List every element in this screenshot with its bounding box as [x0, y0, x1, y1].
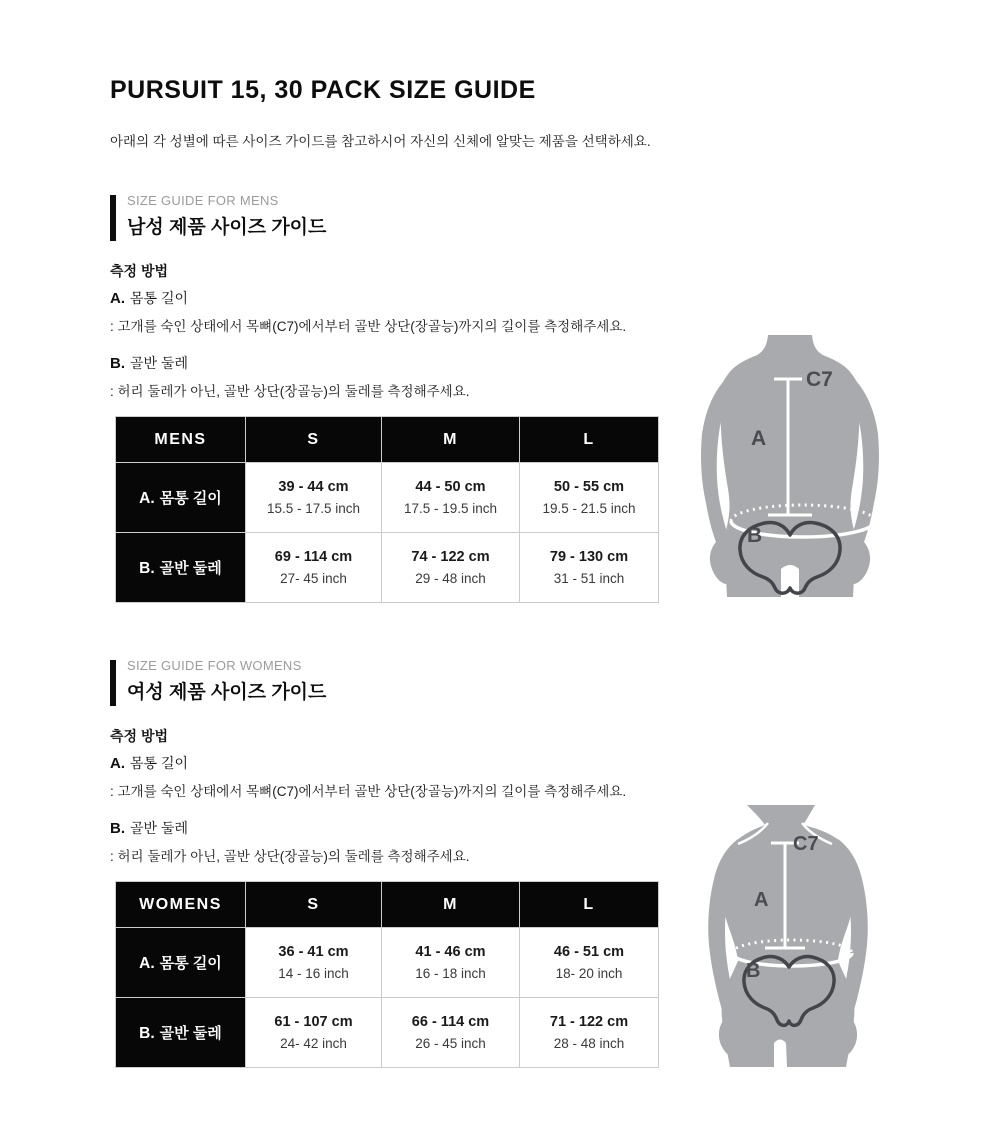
womens-method-item-b	[110, 818, 188, 838]
row-prefix: A.	[139, 490, 155, 507]
mens-body-diagram	[685, 335, 960, 615]
value-cm: 41 - 46 cm	[415, 943, 486, 960]
value-inch: 28 - 48 inch	[553, 1035, 625, 1051]
table-row-torso-length	[116, 928, 659, 998]
label-b: B	[747, 524, 763, 547]
item-b-prefix: B.	[110, 355, 125, 372]
row-label	[116, 533, 246, 603]
womens-section-eyebrow: SIZE GUIDE FOR WOMENS	[127, 658, 302, 673]
value-inch: 16 - 18 inch	[415, 965, 486, 981]
section-accent-bar	[110, 660, 116, 706]
page-title: PURSUIT 15, 30 PACK SIZE GUIDE	[110, 76, 536, 104]
item-b-prefix: B.	[110, 820, 125, 837]
mens-method-desc-b: : 허리 둘레가 아닌, 골반 상단(장골능)의 둘레를 측정해주세요.	[110, 384, 470, 399]
womens-section-header	[110, 658, 530, 704]
womens-body-diagram	[690, 805, 960, 1067]
row-label	[116, 998, 246, 1068]
row-label-text: 골반 둘레	[159, 560, 222, 577]
row-label-text: 골반 둘레	[159, 1025, 222, 1042]
womens-method-title: 측정 방법	[110, 728, 168, 744]
value-cm: 71 - 122 cm	[549, 1013, 629, 1030]
value-inch: 27- 45 inch	[280, 570, 347, 586]
section-accent-bar	[110, 195, 116, 241]
value-cm: 74 - 122 cm	[411, 548, 490, 565]
row-prefix: B.	[139, 560, 155, 577]
value-inch: 29 - 48 inch	[415, 570, 486, 586]
item-b-name: 골반 둘레	[130, 820, 188, 836]
womens-method-item-a	[110, 753, 188, 773]
cell-s	[246, 928, 382, 998]
womens-size-table	[115, 881, 659, 1068]
label-a: A	[754, 889, 769, 911]
row-prefix: A.	[139, 955, 155, 972]
value-cm: 39 - 44 cm	[278, 478, 349, 495]
value-cm: 50 - 55 cm	[553, 478, 625, 495]
mens-method-item-b	[110, 353, 188, 373]
table-row-pelvis-girth	[116, 533, 659, 603]
value-cm: 79 - 130 cm	[549, 548, 629, 565]
cell-l	[520, 998, 659, 1068]
value-cm: 69 - 114 cm	[274, 548, 353, 565]
label-c7: C7	[793, 833, 819, 855]
column-header-l: L	[520, 882, 659, 928]
column-header-s: S	[246, 417, 382, 463]
row-label	[116, 463, 246, 533]
womens-method-desc-b: : 허리 둘레가 아닌, 골반 상단(장골능)의 둘레를 측정해주세요.	[110, 849, 470, 864]
item-a-prefix: A.	[110, 290, 125, 307]
cell-m	[382, 533, 520, 603]
cell-l	[520, 533, 659, 603]
mens-section-eyebrow: SIZE GUIDE FOR MENS	[127, 193, 279, 208]
cell-m	[382, 928, 520, 998]
item-b-name: 골반 둘레	[130, 355, 188, 371]
column-header-mens: MENS	[116, 417, 246, 463]
row-prefix: B.	[139, 1025, 155, 1042]
womens-table-header-row	[116, 882, 659, 928]
item-a-name: 몸통 길이	[130, 755, 188, 771]
row-label-text: 몸통 길이	[159, 955, 222, 972]
row-label	[116, 928, 246, 998]
value-inch: 26 - 45 inch	[415, 1035, 486, 1051]
cell-l	[520, 928, 659, 998]
cell-m	[382, 463, 520, 533]
column-header-m: M	[382, 417, 520, 463]
row-label-text: 몸통 길이	[159, 490, 222, 507]
value-inch: 19.5 - 21.5 inch	[542, 500, 636, 516]
mens-table-header-row	[116, 417, 659, 463]
mens-section-title: 남성 제품 사이즈 가이드	[127, 217, 327, 238]
cell-s	[246, 998, 382, 1068]
label-b: B	[746, 960, 761, 982]
column-header-womens: WOMENS	[116, 882, 246, 928]
value-inch: 14 - 16 inch	[278, 965, 349, 981]
table-row-pelvis-girth	[116, 998, 659, 1068]
value-cm: 46 - 51 cm	[553, 943, 625, 960]
value-inch: 24- 42 inch	[280, 1035, 347, 1051]
table-row-torso-length	[116, 463, 659, 533]
mens-section-header	[110, 193, 530, 239]
item-a-prefix: A.	[110, 755, 125, 772]
body-silhouette	[701, 335, 879, 597]
value-inch: 17.5 - 19.5 inch	[403, 500, 498, 516]
value-inch: 15.5 - 17.5 inch	[266, 500, 361, 516]
value-cm: 36 - 41 cm	[278, 943, 349, 960]
cell-m	[382, 998, 520, 1068]
mens-method-title: 측정 방법	[110, 263, 168, 279]
label-a: A	[751, 427, 767, 450]
label-c7: C7	[806, 368, 833, 391]
value-inch: 31 - 51 inch	[553, 570, 625, 586]
item-a-name: 몸통 길이	[130, 290, 188, 306]
cell-s	[246, 463, 382, 533]
mens-method-desc-a: : 고개를 숙인 상태에서 목뼈(C7)에서부터 골반 상단(장골능)까지의 길이를 측정해주세요.	[110, 319, 627, 334]
value-cm: 61 - 107 cm	[274, 1013, 353, 1030]
womens-method-desc-a: : 고개를 숙인 상태에서 목뼈(C7)에서부터 골반 상단(장골능)까지의 길이를 측정해주세요.	[110, 784, 627, 799]
page-subtitle: 아래의 각 성별에 따른 사이즈 가이드를 참고하시어 자신의 신체에 알맞는 제품을 선택하세요.	[110, 134, 651, 149]
value-inch: 18- 20 inch	[555, 965, 623, 981]
value-cm: 66 - 114 cm	[411, 1013, 490, 1030]
column-header-l: L	[520, 417, 659, 463]
cell-s	[246, 533, 382, 603]
mens-method-item-a	[110, 288, 188, 308]
column-header-m: M	[382, 882, 520, 928]
mens-size-table	[115, 416, 659, 603]
column-header-s: S	[246, 882, 382, 928]
womens-section-title: 여성 제품 사이즈 가이드	[127, 682, 327, 703]
value-cm: 44 - 50 cm	[415, 478, 486, 495]
cell-l	[520, 463, 659, 533]
